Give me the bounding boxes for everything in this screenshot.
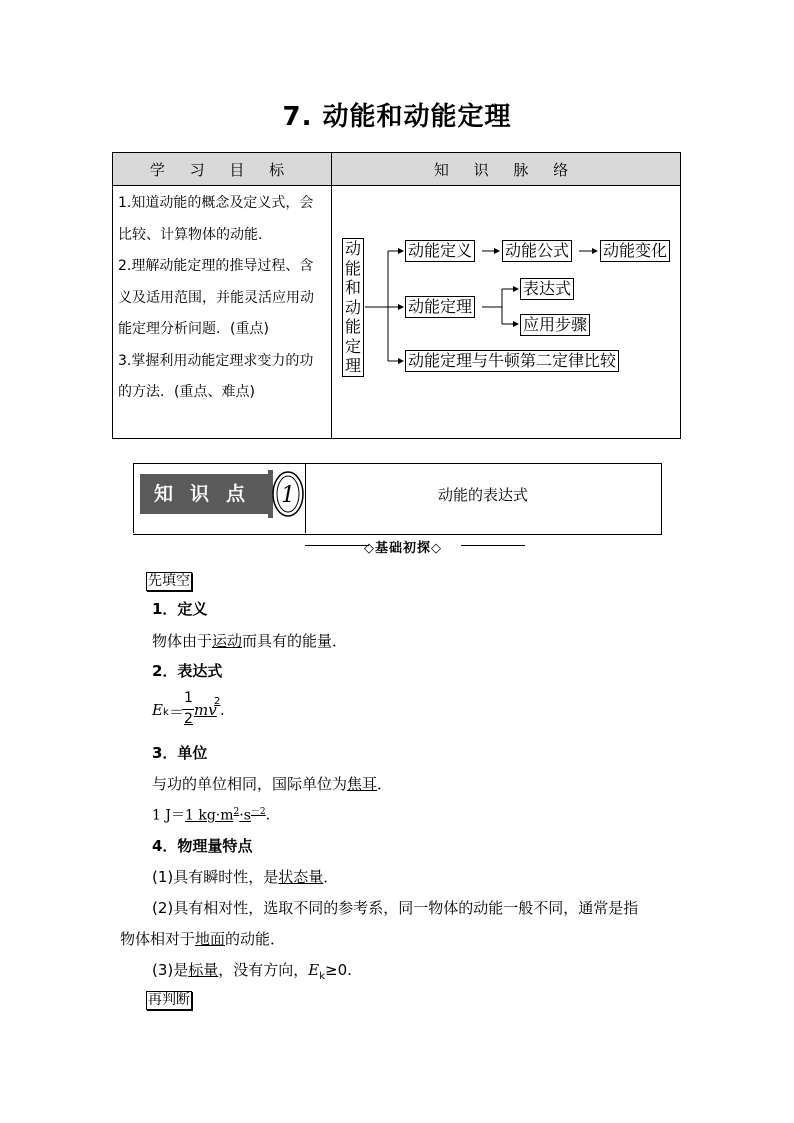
map-definition-box: 动能定义 [405,240,475,262]
formula-E: E [152,701,163,719]
heading-definition: 1．定义 [152,600,208,618]
joule-sup-minus-2: －2 [250,807,266,817]
property-2-line1: (2)具有相对性，选取不同的参考系，同一物体的动能一般不同，通常是指 [152,899,639,917]
joule-eq: 1 J＝ [152,807,185,824]
property-1 [152,866,338,887]
map-root-box: 动能和动能定理 [342,238,364,377]
divider-right [461,545,525,546]
property-3-a: (3)是 [152,961,189,979]
joule-definition: 1 J＝1 $kg\cdot m^2\cdot s^{-2}$. [152,807,271,824]
fraction-bar [182,709,194,710]
map-expression-box: 表达式 [520,278,574,300]
heading-properties: 4．物理量特点 [152,837,253,855]
header-knowledge-map: 知 识 脉 络 [332,153,681,186]
joule-unit: 1 kg·m [184,807,234,824]
goals-cell [113,186,332,439]
property-2-line2 [120,928,285,949]
map-steps-box: 应用步骤 [520,314,590,336]
property-2-b: 的动能． [225,930,286,948]
unit-text [152,773,392,794]
blank-state-quantity: 状态量 [278,868,324,886]
fill-blank-tag: 先填空 [148,573,190,589]
objectives-table [112,152,681,439]
property-1-b: ． [323,868,339,886]
property-3-c: ≥0. [325,961,352,979]
definition-text-a: 物体由于 [152,632,213,650]
definition-text [152,630,347,651]
knowledge-point-banner: 知识点 [140,474,273,514]
formula-period: . [220,701,225,719]
knowledge-point-number-badge [268,470,308,518]
map-theorem-box: 动能定理 [405,296,475,318]
knowledge-map [332,186,681,439]
property-3-sub-k: k [319,971,326,982]
knowledge-point-title: 动能的表达式 [437,486,528,504]
formula-sup-2: 2 [214,696,221,707]
fraction-denominator: 2 [184,711,193,727]
goal-1: 1.知道动能的概念及定义式，会比较、计算物体的动能. [118,195,314,243]
map-compare-box: 动能定理与牛顿第二定律比较 [405,350,619,372]
section-heading: ◇基础初探◇ [364,541,442,556]
property-3 [152,959,352,982]
fraction-numerator: 1 [184,690,193,706]
blank-joule: 焦耳 [347,775,378,793]
heading-unit: 3．单位 [152,744,208,762]
goal-3: 3.掌握利用动能定理求变力的功的方法．(重点、难点) [118,352,314,400]
heading-expression: 2．表达式 [152,662,223,680]
property-1-a: (1)具有瞬时性，是 [152,868,279,886]
map-connectors [332,186,690,438]
property-3-E: E [308,961,320,979]
map-change-box: 动能变化 [600,240,670,262]
blank-scalar: 标量 [188,961,219,979]
blank-ground: 地面 [195,930,226,948]
goal-2: 2.理解动能定理的推导过程、含义及适用范围，并能灵活应用动能定理分析问题．(重点) [118,258,314,337]
definition-text-b: 而具有的能量． [242,632,348,650]
formula-mv: mv [194,701,217,719]
unit-text-b: ． [377,775,393,793]
divider-left [305,545,369,546]
property-2-a: 物体相对于 [120,930,196,948]
joule-s: ·s [239,807,251,824]
formula-equals: ＝ [169,703,185,721]
joule-sup-2: 2 [233,807,240,817]
page-title: 7. 动能和动能定理 [282,102,512,132]
formula-sub-k: k [163,707,169,718]
header-learning-goals: 学 习 目 标 [113,153,332,186]
review-tag: 再判断 [148,992,190,1008]
unit-text-a: 与功的单位相同，国际单位为 [152,775,348,793]
map-formula-box: 动能公式 [502,240,572,262]
blank-motion: 运动 [212,632,243,650]
property-3-b: ，没有方向， [218,961,309,979]
knowledge-point-number: 1 [281,483,295,508]
